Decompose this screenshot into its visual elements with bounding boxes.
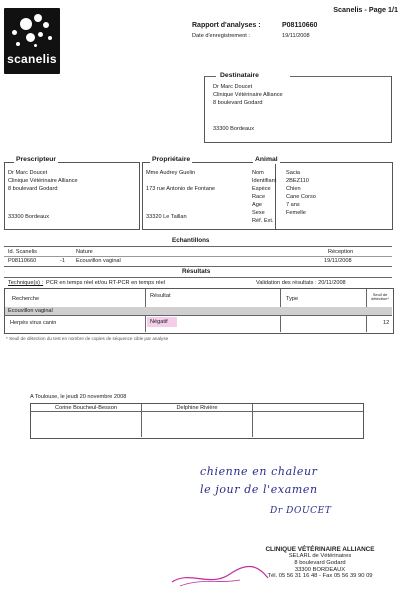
- animal-key: Race: [252, 194, 266, 200]
- destinataire-line: Clinique Vétérinaire Alliance: [213, 92, 283, 98]
- animal-value: Femelle: [286, 210, 306, 216]
- animal-key: Réf. Ext.: [252, 218, 274, 224]
- animal-value: Cane Corso: [286, 194, 316, 200]
- resultats-title: Résultats: [182, 268, 211, 275]
- date-value: 19/11/2008: [282, 33, 310, 39]
- animal-key: Sexe: [252, 210, 265, 216]
- results-threshold: 12: [383, 320, 390, 326]
- proprietaire-name: Mme Audrey Guelin: [146, 170, 196, 176]
- sample-reception: 19/11/2008: [324, 258, 352, 264]
- destinataire-line: Dr Marc Doucet: [213, 84, 253, 90]
- animal-key: Identifiant: [252, 178, 277, 184]
- echantillons-header-id: Id. Scanelis: [8, 249, 37, 255]
- report-label: Rapport d'analyses :: [192, 22, 261, 29]
- proprietaire-city: 33320 Le Taillan: [146, 214, 187, 220]
- stamp-line: 8 boulevard Godard: [294, 560, 346, 567]
- destinataire-line: 33300 Bordeaux: [213, 126, 255, 132]
- technique-value: PCR en temps réel et/ou RT-PCR en temps réel: [46, 280, 165, 286]
- place-date: A Toulouse, le jeudi 20 novembre 2008: [30, 394, 127, 400]
- sample-nature: Ecouvillon vaginal: [76, 258, 121, 264]
- prescripteur-line: Dr Marc Doucet: [8, 170, 48, 176]
- technique-label: Technique(s) :: [8, 280, 44, 286]
- destinataire-line: 8 boulevard Godard: [213, 100, 263, 106]
- animal-key: Nom: [252, 170, 264, 176]
- handwritten-note: Dr DOUCET: [270, 506, 332, 516]
- results-footnote: * Seuil de détection du test en nombre de copies de séquence cible par analyse: [6, 336, 169, 341]
- prescripteur-title: Prescripteur: [16, 156, 57, 163]
- company-page: Scanelis - Page 1/1: [333, 5, 398, 14]
- proprietaire-title: Propriétaire: [152, 156, 191, 163]
- stamp-line: CLINIQUE VÉTÉRINAIRE ALLIANCE: [265, 546, 375, 553]
- animal-value: Sacia: [286, 170, 300, 176]
- results-header-recherche: Recherche: [12, 296, 40, 302]
- handwritten-note: le jour de l'examen: [200, 483, 318, 496]
- echantillons-header-reception: Réception: [328, 249, 354, 255]
- stamp-line: Tél. 05 56 31 16 48 - Fax 05 56 39 90 09: [267, 573, 373, 580]
- logo-text: scanelis: [7, 52, 57, 67]
- validation-date: Validation des résultats : 20/11/2008: [256, 280, 346, 286]
- results-header-resultat: Résultat: [150, 293, 171, 299]
- date-label: Date d'enregistrement :: [192, 33, 250, 39]
- sample-id: P08110660: [8, 258, 37, 264]
- results-header-type: Type: [286, 296, 299, 302]
- signatory-2: Delphine Rivière: [176, 405, 218, 411]
- signatory-1: Corine Boucheul-Besson: [55, 405, 117, 411]
- animal-key: Age: [252, 202, 262, 208]
- prescripteur-line: Clinique Vétérinaire Alliance: [8, 178, 78, 184]
- prescripteur-city: 33300 Bordeaux: [8, 214, 50, 220]
- animal-value: 2BEZ110: [286, 178, 309, 184]
- scanelis-logo: [4, 8, 60, 74]
- report-number: P08110660: [282, 22, 318, 29]
- destinataire-title: Destinataire: [220, 72, 259, 79]
- echantillons-title: Echantillons: [172, 237, 210, 244]
- echantillons-header-nature: Nature: [76, 249, 93, 255]
- sample-row-band: [5, 307, 392, 315]
- animal-value: Chien: [286, 186, 301, 192]
- sample-index: -1: [60, 258, 65, 264]
- stamp-line: SELARL de Vétérinaires: [288, 553, 352, 560]
- results-value: Négatif: [150, 319, 168, 325]
- animal-key: Espèce: [252, 186, 271, 192]
- stamp-line: 33300 BORDEAUX: [294, 566, 346, 573]
- handwritten-note: chienne en chaleur: [200, 465, 318, 478]
- results-header-seuil: Seuil de détection*: [371, 292, 389, 302]
- signature-scribble: [170, 560, 270, 590]
- proprietaire-address: 173 rue Antonio de Fontane: [146, 186, 216, 192]
- results-test: Herpès virus canin: [10, 320, 57, 326]
- animal-title: Animal: [255, 156, 278, 163]
- prescripteur-line: 8 boulevard Godard: [8, 186, 58, 192]
- animal-value: 7 ans: [286, 202, 300, 208]
- results-sample: Ecouvillon vaginal: [8, 308, 53, 314]
